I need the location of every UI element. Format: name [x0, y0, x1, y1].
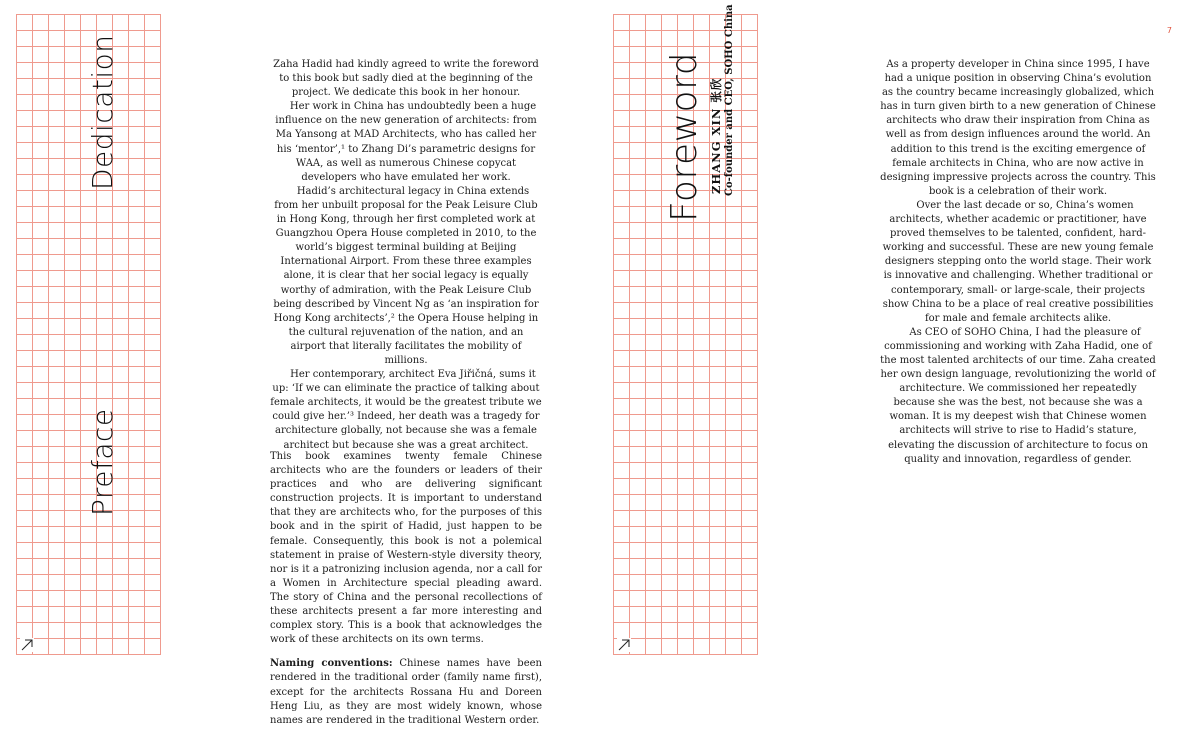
dedication-paragraph: Her work in China has undoubtedly been a huge influence on the new generation of architects: from Ma Yansong at MAD Architects, who has called her his ‘mentor’,¹ to Zhang Di’s parametric designs for WAA, as well as numerous Chinese copycat developers who have emulated her work. [275, 101, 537, 183]
arrow-up-right-icon [20, 638, 34, 652]
foreword-paragraph: As a property developer in China since 1995, I have had a unique position in observing China’s evolution as the country became increasingly globalized, which has in turn given birth to a new generation of Chinese architects who draw their inspiration from China as well as from design influences around the world. An addition to this trend is the exciting emergence of female architects in China, who are now active in designing impressive projects across the country. This book is a celebration of their work. [880, 59, 1156, 197]
preface-title: Preface [86, 408, 119, 516]
naming-conventions [270, 657, 542, 727]
dedication-text [270, 58, 542, 453]
dedication-title: Dedication [86, 34, 119, 190]
dedication-paragraph: Her contemporary, architect Eva Jiřičná, sums it up: ‘If we can eliminate the practice of talking about female architects, it would be the greatest tribute we could give her.’³ Indeed, her death was a tragedy for architecture globally, not because she was a female architect but because she was a great architect. [270, 369, 542, 451]
foreword-title: Foreword [664, 51, 705, 222]
foreword-paragraph: Over the last decade or so, China’s women architects, whether academic or practitioner, have proved themselves to be talented, confident, hard-working and successful. These are new young female designers stepping onto the world stage. Their work is innovative and challenging. Whether traditional or contemporary, small- or large-scale, their projects show China to be a place of real creative possibilities for male and female architects alike. [882, 199, 1154, 324]
foreword-author-role: Co-founder and CEO, SOHO China [724, 4, 735, 196]
foreword-author: ZHANG XIN 张欣 [709, 77, 723, 194]
dedication-paragraph: Hadid’s architectural legacy in China extends from her unbuilt proposal for the Peak Leisure Club in Hong Kong, through her first completed work at Guangzhou Opera House completed in 2010, to the world’s biggest terminal building at Beijing International Airport. From these three examples alone, it is clear that her social legacy is equally worthy of admiration, with the Peak Leisure Club being described by Vincent Ng as ‘an inspiration for Hong Kong architects’,² the Opera House helping in the cultural rejuvenation of the nation, and an airport that literally facilitates the mobility of millions. [273, 185, 539, 366]
arrow-up-right-icon [617, 638, 631, 652]
page-number: 7 [1166, 26, 1172, 35]
dedication-paragraph: Zaha Hadid had kindly agreed to write the foreword to this book but sadly died at the beginning of the project. We dedicate this book in her honour. [273, 59, 539, 99]
preface-text [270, 450, 542, 738]
naming-text: Chinese names have been rendered in the traditional order (family name first), except for the architects Rossana Hu and Doreen Heng Liu, as they are most widely known, whose names are rendered in the traditional Western order. [270, 658, 542, 726]
foreword-text [880, 58, 1156, 467]
preface-paragraph: This book examines twenty female Chinese architects who are the founders or leaders of their practices and who are delivering significant construction projects. It is important to understand that they are architects who, for the purposes of this book and in the spirit of Hadid, just happen to be female. Consequently, this book is not a polemical statement in praise of Western-style diversity theory, nor is it a patronizing inclusion agenda, nor a call for a Women in Architecture special pleading award. The story of China and the personal recollections of these architects present a far more interesting and complex story. This is a book that acknowledges the work of these architects on its own terms. [270, 451, 542, 646]
foreword-paragraph: As CEO of SOHO China, I had the pleasure of commissioning and working with Zaha Hadid, one of the most talented architects of our time. Zaha created her own design language, revolutionizing the world of architecture. We commissioned her repeatedly because she was the best, not because she was a woman. It is my deepest wish that Chinese women architects will strive to rise to Hadid’s stature, elevating the discussion of architecture to focus on quality and innovation, regardless of gender. [880, 326, 1156, 465]
naming-label: Naming conventions: [270, 658, 393, 670]
